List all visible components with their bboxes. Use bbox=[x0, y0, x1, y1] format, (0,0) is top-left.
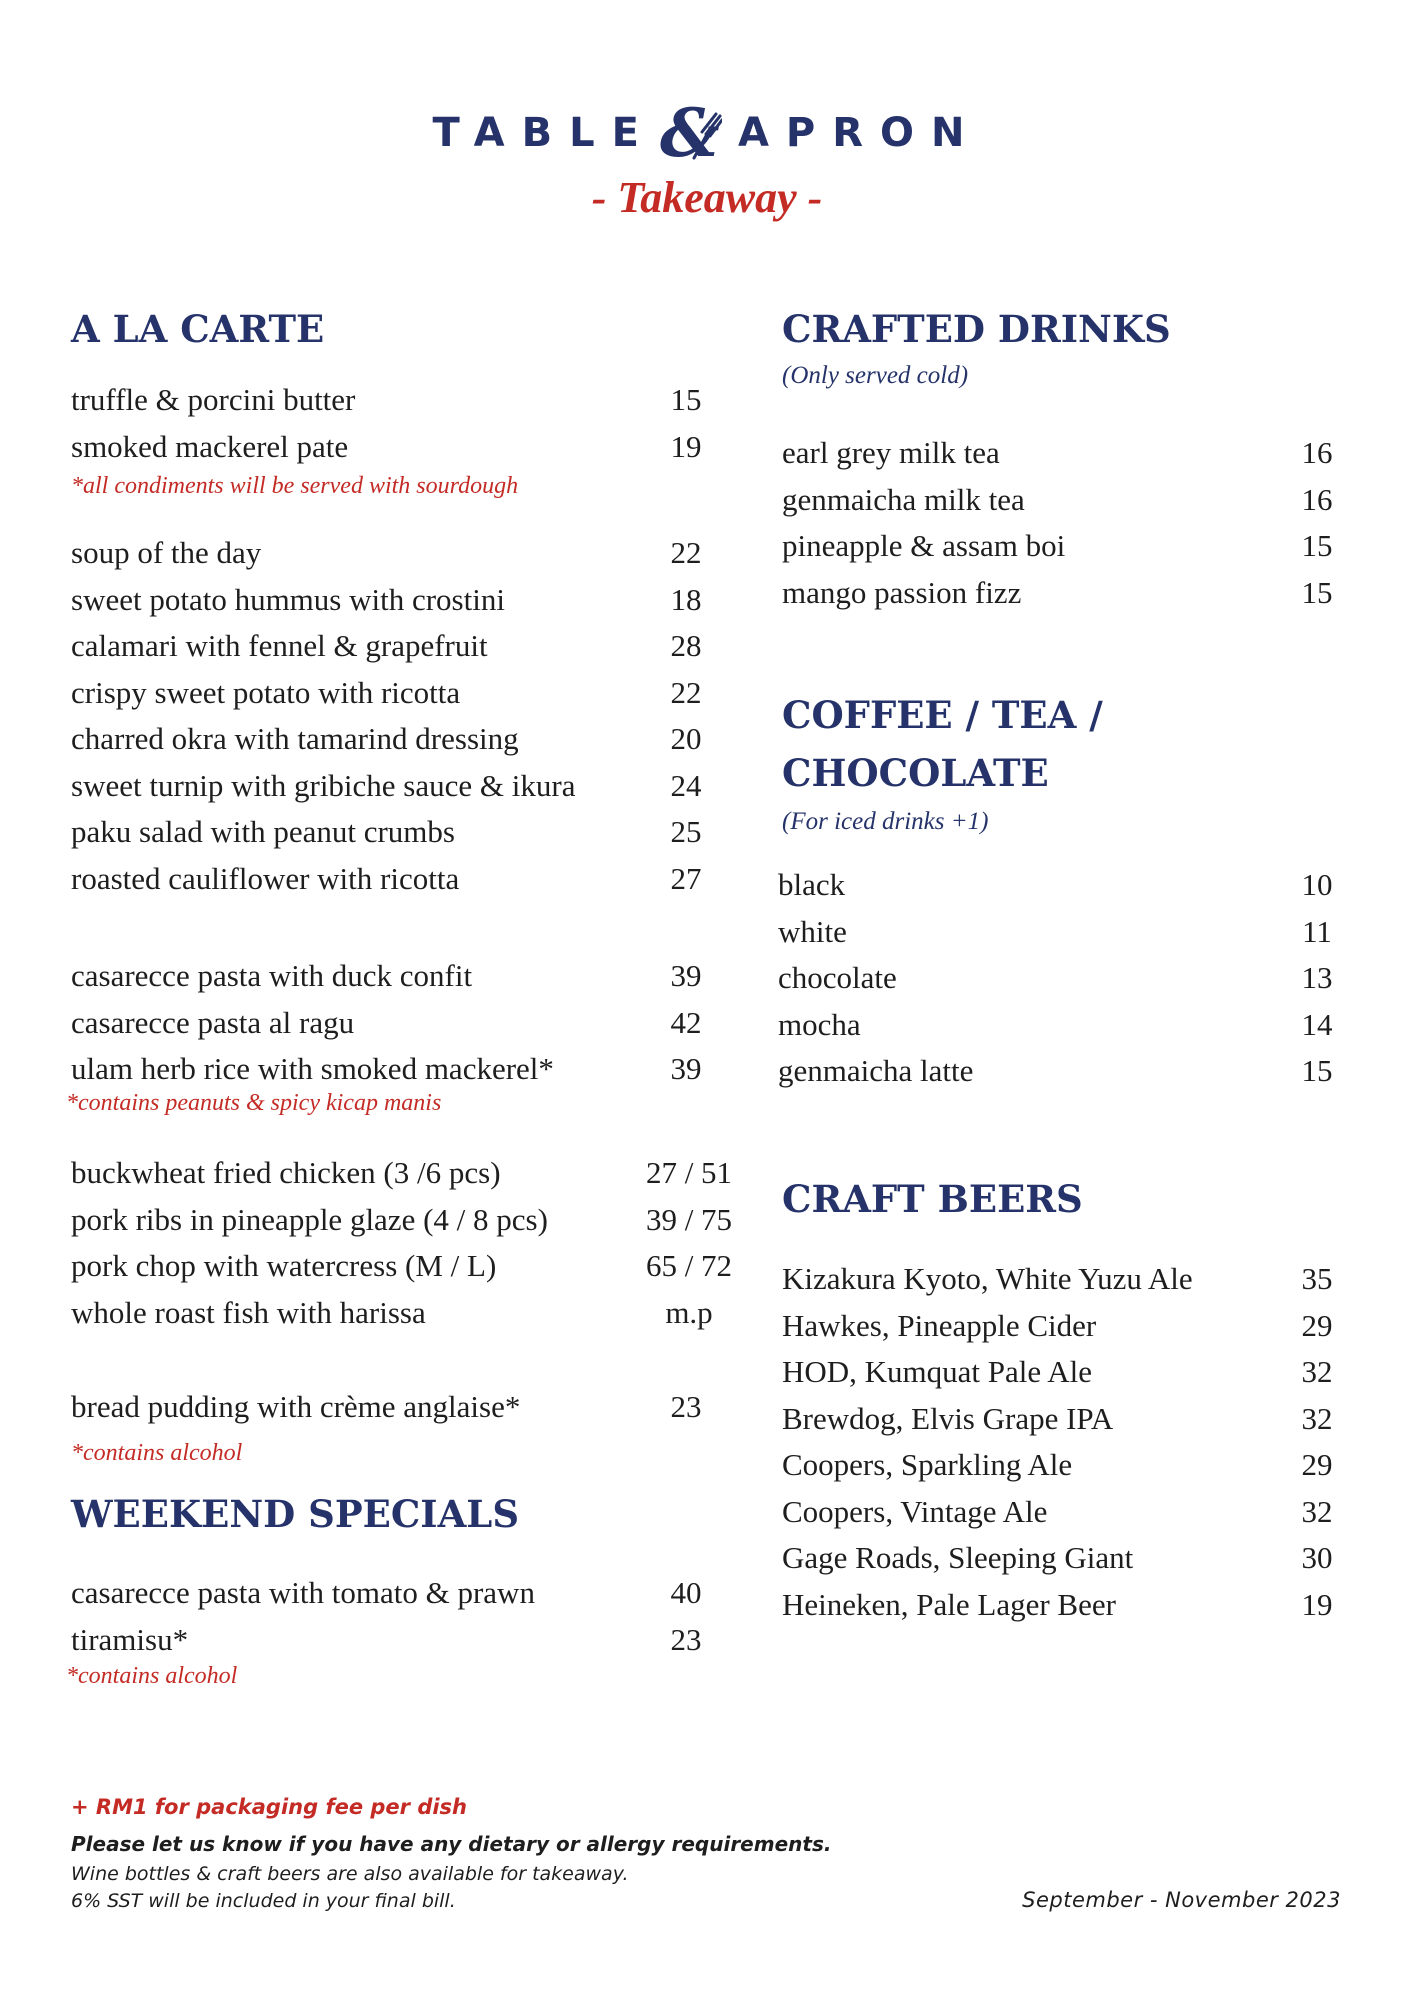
menu-item-name: calamari with fennel & grapefruit bbox=[71, 628, 488, 663]
menu-item bbox=[71, 1000, 711, 1047]
menu-item bbox=[778, 909, 1342, 956]
menu-item bbox=[782, 430, 1342, 477]
ampersand-glyph: & bbox=[659, 94, 720, 172]
menu-item bbox=[71, 1243, 749, 1290]
menu-item-price: 18 bbox=[670, 581, 702, 617]
menu-item-price: 42 bbox=[670, 1004, 702, 1040]
a-la-carte-group-dessert bbox=[71, 1384, 711, 1431]
menu-item-price: 14 bbox=[1301, 1006, 1333, 1042]
condiments-note: *all condiments will be served with sourdough bbox=[71, 473, 519, 499]
menu-item-price: 22 bbox=[670, 535, 702, 570]
brand-name-apron: APRON bbox=[737, 110, 982, 156]
menu-item-price: m.p bbox=[665, 1294, 713, 1330]
menu-item-price: 16 bbox=[1301, 435, 1333, 470]
coffee-note: (For iced drinks +1) bbox=[782, 808, 989, 835]
menu-item bbox=[71, 1290, 749, 1337]
menu-item-name: tiramisu* bbox=[71, 1621, 189, 1657]
menu-item bbox=[71, 1384, 711, 1431]
ampersand-fork-icon bbox=[658, 94, 722, 172]
menu-item-price: 65 / 72 bbox=[645, 1248, 733, 1283]
menu-item-price: 15 bbox=[1301, 574, 1333, 610]
menu-item-price: 15 bbox=[1301, 528, 1333, 563]
menu-item-name: ulam herb rice with smoked mackerel* bbox=[71, 1051, 554, 1086]
menu-item-price: 40 bbox=[670, 1575, 702, 1610]
coffee-heading-line2: CHOCOLATE bbox=[782, 751, 1049, 795]
menu-item-name: earl grey milk tea bbox=[782, 435, 1000, 470]
menu-item-name: Brewdog, Elvis Grape IPA bbox=[782, 1400, 1114, 1436]
menu-item bbox=[782, 1442, 1342, 1489]
menu-item-price: 19 bbox=[670, 428, 702, 464]
menu-item-price: 15 bbox=[1301, 1053, 1333, 1088]
menu-item-price: 22 bbox=[670, 674, 702, 710]
craft-beers-heading: CRAFT BEERS bbox=[782, 1177, 1083, 1221]
menu-item-price: 20 bbox=[670, 721, 702, 756]
menu-item-name: chocolate bbox=[778, 960, 897, 995]
menu-item-price: 15 bbox=[670, 382, 702, 417]
menu-item bbox=[71, 1150, 749, 1197]
crafted-drinks-note: (Only served cold) bbox=[782, 362, 969, 389]
menu-item-name: casarecce pasta al ragu bbox=[71, 1004, 355, 1040]
menu-item-price: 39 / 75 bbox=[645, 1201, 733, 1237]
menu-item-name: mango passion fizz bbox=[782, 574, 1022, 610]
menu-item-name: Coopers, Sparkling Ale bbox=[782, 1447, 1073, 1482]
menu-item-price: 23 bbox=[670, 1389, 702, 1424]
menu-item bbox=[71, 1046, 711, 1093]
menu-item-name: smoked mackerel pate bbox=[71, 428, 349, 464]
menu-item bbox=[778, 1048, 1342, 1095]
menu-item bbox=[782, 477, 1342, 524]
menu-item-price: 19 bbox=[1301, 1586, 1333, 1622]
menu-item bbox=[778, 955, 1342, 1002]
menu-item-name: Heineken, Pale Lager Beer bbox=[782, 1586, 1116, 1622]
peanut-note: *contains peanuts & spicy kicap manis bbox=[66, 1090, 442, 1116]
menu-item-name: white bbox=[778, 913, 847, 949]
a-la-carte-group-condiments bbox=[71, 377, 711, 470]
menu-item-name: casarecce pasta with tomato & prawn bbox=[71, 1575, 535, 1610]
a-la-carte-heading: A LA CARTE bbox=[71, 307, 325, 351]
menu-item-name: roasted cauliflower with ricotta bbox=[71, 860, 460, 896]
menu-item bbox=[71, 623, 711, 670]
crafted-drinks-heading: CRAFTED DRINKS bbox=[782, 307, 1171, 351]
menu-item-name: casarecce pasta with duck confit bbox=[71, 958, 473, 993]
menu-item-price: 32 bbox=[1301, 1354, 1333, 1389]
menu-item bbox=[782, 1396, 1342, 1443]
coffee-list bbox=[778, 862, 1342, 1095]
menu-item bbox=[71, 377, 711, 424]
menu-item-name: Coopers, Vintage Ale bbox=[782, 1493, 1048, 1529]
menu-item-price: 24 bbox=[670, 767, 702, 803]
menu-item-name: mocha bbox=[778, 1006, 861, 1042]
menu-item bbox=[71, 763, 711, 810]
menu-item-price: 29 bbox=[1301, 1307, 1333, 1343]
a-la-carte-group-mains bbox=[71, 953, 711, 1093]
menu-item bbox=[782, 1535, 1342, 1582]
menu-item-price: 39 bbox=[670, 958, 702, 993]
menu-item-price: 28 bbox=[670, 628, 702, 663]
menu-item bbox=[782, 1349, 1342, 1396]
menu-item-price: 16 bbox=[1301, 481, 1333, 517]
menu-item-price: 29 bbox=[1301, 1447, 1333, 1482]
menu-item-name: buckwheat fried chicken (3 /6 pcs) bbox=[71, 1155, 501, 1190]
menu-item bbox=[778, 862, 1342, 909]
menu-item-name: truffle & porcini butter bbox=[71, 382, 356, 417]
menu-item-price: 27 / 51 bbox=[645, 1155, 733, 1190]
menu-item-price: 27 bbox=[670, 860, 702, 896]
menu-item bbox=[71, 1617, 711, 1664]
menu-item-name: genmaicha milk tea bbox=[782, 481, 1025, 517]
menu-item-name: HOD, Kumquat Pale Ale bbox=[782, 1354, 1092, 1389]
menu-item bbox=[778, 1002, 1342, 1049]
brand-name-table: TABLE bbox=[432, 110, 656, 156]
menu-item bbox=[782, 1303, 1342, 1350]
weekend-specials-heading: WEEKEND SPECIALS bbox=[71, 1492, 520, 1536]
menu-item-name: soup of the day bbox=[71, 535, 262, 570]
menu-item bbox=[71, 424, 711, 471]
a-la-carte-group-large-plates bbox=[71, 1150, 749, 1336]
menu-item-price: 32 bbox=[1301, 1493, 1333, 1529]
menu-item-price: 25 bbox=[670, 814, 702, 849]
menu-item bbox=[782, 1256, 1342, 1303]
packaging-fee-note: + RM1 for packaging fee per dish bbox=[71, 1795, 467, 1819]
menu-item bbox=[71, 1197, 749, 1244]
menu-item-name: Hawkes, Pineapple Cider bbox=[782, 1307, 1097, 1343]
menu-item bbox=[71, 530, 711, 577]
menu-item-name: pineapple & assam boi bbox=[782, 528, 1066, 563]
menu-item-name: paku salad with peanut crumbs bbox=[71, 814, 455, 849]
craft-beers-list bbox=[782, 1256, 1342, 1628]
menu-item-name: genmaicha latte bbox=[778, 1053, 974, 1088]
a-la-carte-group-small-plates bbox=[71, 530, 711, 902]
page-subtitle: - Takeaway - bbox=[591, 173, 823, 222]
menu-item-name: sweet turnip with gribiche sauce & ikura bbox=[71, 767, 576, 803]
menu-date-range: September - November 2023 bbox=[1022, 1888, 1341, 1912]
crafted-drinks-list bbox=[782, 430, 1342, 616]
menu-item-price: 32 bbox=[1301, 1400, 1333, 1436]
menu-item-name: whole roast fish with harissa bbox=[71, 1294, 426, 1330]
menu-item bbox=[782, 523, 1342, 570]
coffee-heading-line1: COFFEE / TEA / bbox=[782, 693, 1103, 737]
menu-item-price: 10 bbox=[1301, 867, 1333, 902]
menu-item-price: 13 bbox=[1301, 960, 1333, 995]
menu-item-price: 30 bbox=[1301, 1540, 1333, 1575]
menu-item-price: 39 bbox=[670, 1051, 702, 1086]
menu-item bbox=[71, 1570, 711, 1617]
sst-note: 6% SST will be included in your final bill. bbox=[71, 1890, 456, 1912]
menu-item-name: black bbox=[778, 867, 846, 902]
menu-item bbox=[71, 577, 711, 624]
menu-item-name: crispy sweet potato with ricotta bbox=[71, 674, 461, 710]
menu-item bbox=[782, 570, 1342, 617]
menu-item-name: pork ribs in pineapple glaze (4 / 8 pcs) bbox=[71, 1201, 548, 1237]
menu-item-price: 11 bbox=[1302, 913, 1332, 949]
menu-item bbox=[71, 716, 711, 763]
menu-item-price: 35 bbox=[1301, 1261, 1333, 1296]
menu-item bbox=[71, 809, 711, 856]
dietary-note: Please let us know if you have any dietary or allergy requirements. bbox=[71, 1832, 832, 1856]
menu-item-name: Gage Roads, Sleeping Giant bbox=[782, 1540, 1134, 1575]
menu-item-name: sweet potato hummus with crostini bbox=[71, 581, 505, 617]
menu-item bbox=[782, 1582, 1342, 1629]
menu-item bbox=[71, 856, 711, 903]
alcohol-note: *contains alcohol bbox=[71, 1440, 243, 1466]
takeaway-availability-note: Wine bottles & craft beers are also available for takeaway. bbox=[71, 1863, 629, 1885]
menu-item-price: 23 bbox=[670, 1621, 702, 1657]
brand-logo bbox=[0, 94, 1414, 172]
menu-item-name: pork chop with watercress (M / L) bbox=[71, 1248, 497, 1283]
weekend-alcohol-note: *contains alcohol bbox=[66, 1663, 238, 1689]
menu-item-name: Kizakura Kyoto, White Yuzu Ale bbox=[782, 1261, 1193, 1296]
weekend-specials-list bbox=[71, 1570, 711, 1663]
menu-item-name: charred okra with tamarind dressing bbox=[71, 721, 519, 756]
menu-item bbox=[782, 1489, 1342, 1536]
menu-item bbox=[71, 953, 711, 1000]
menu-item bbox=[71, 670, 711, 717]
menu-item-name: bread pudding with crème anglaise* bbox=[71, 1389, 521, 1424]
